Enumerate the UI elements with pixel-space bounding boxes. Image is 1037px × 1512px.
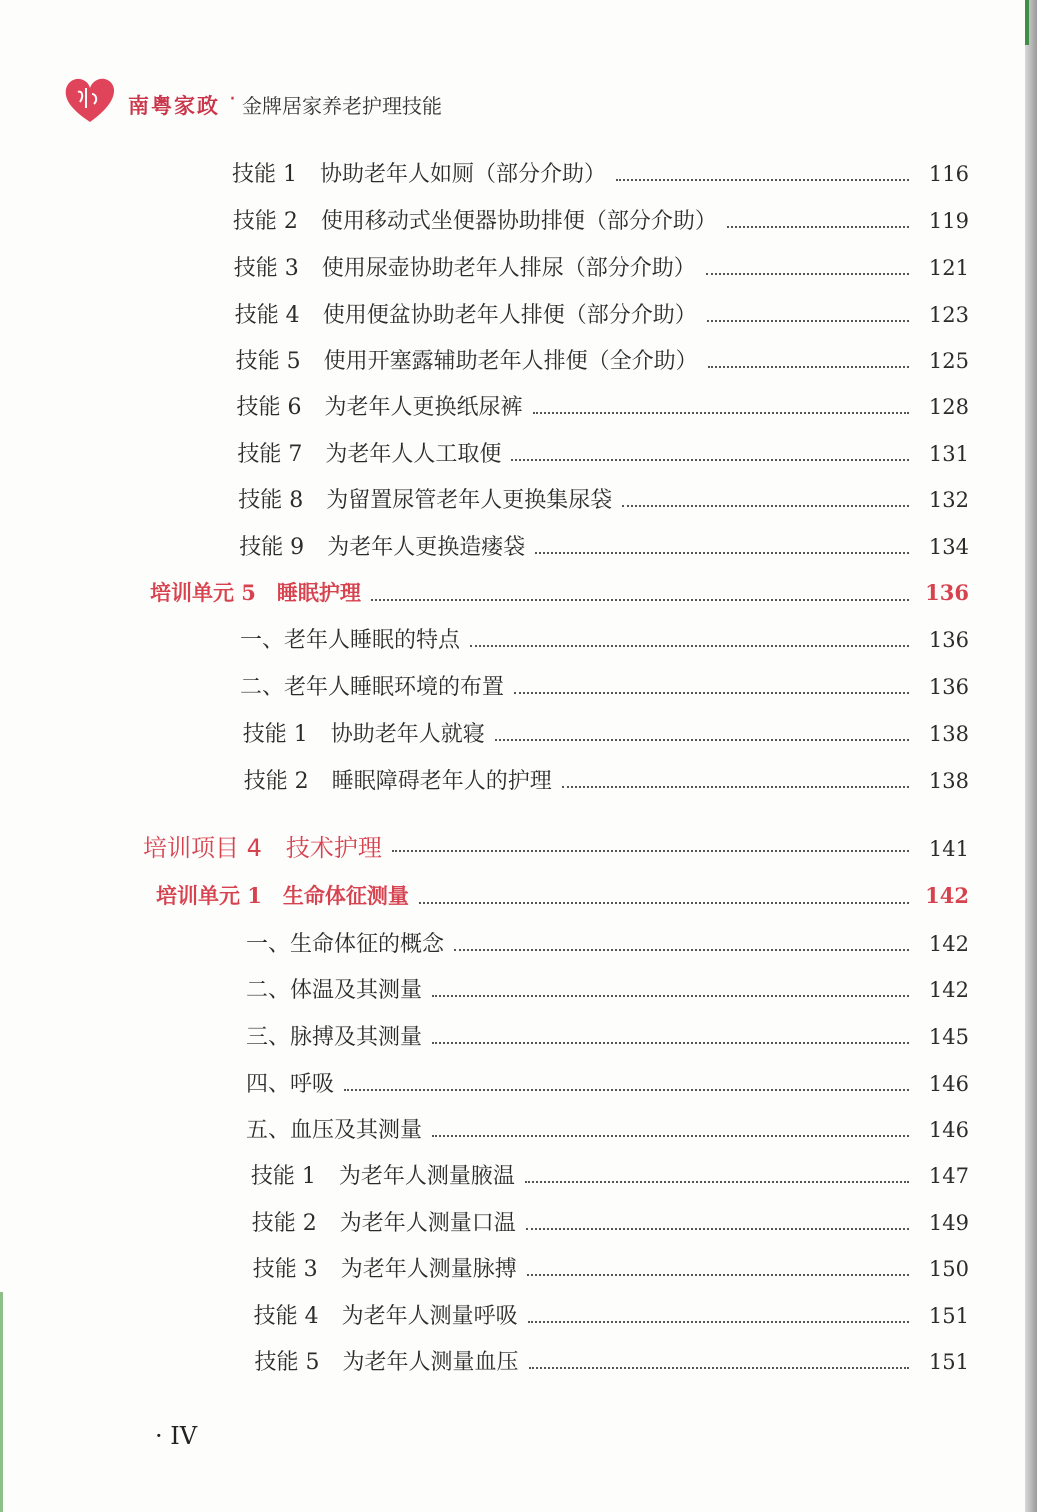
entry-page-number: 145 <box>928 1025 969 1049</box>
entry-lead <box>255 1345 519 1376</box>
entry-title: 为老年人测量腋温 <box>338 1164 515 1189</box>
entry-title: 为老年人测量呼吸 <box>341 1304 518 1329</box>
entry-page-number: 141 <box>928 837 969 861</box>
toc-entry-skill <box>254 1299 969 1329</box>
brand-name: 南粤家政 <box>128 94 220 118</box>
entry-title: 一、老年人睡眠的特点 <box>240 628 461 653</box>
entry-title: 三、脉搏及其测量 <box>246 1025 423 1050</box>
dot-leader <box>432 995 909 997</box>
green-edge-strip <box>0 1292 3 1512</box>
entry-page-number: 150 <box>928 1257 969 1281</box>
entry-title: 培训单元 5 睡眠护理 <box>150 580 361 605</box>
entry-page-number: 128 <box>928 395 969 419</box>
entry-lead <box>236 344 698 375</box>
page-number-folio: · IV <box>155 1422 198 1450</box>
entry-title: 一、生命体征的概念 <box>246 932 445 957</box>
skill-number: 技能 1 <box>232 162 297 187</box>
skill-number: 技能 1 <box>250 1164 316 1189</box>
entry-lead <box>237 437 501 468</box>
skill-number: 技能 5 <box>254 1350 320 1375</box>
toc-entry-unit <box>156 880 969 910</box>
entry-page-number: 134 <box>928 535 969 559</box>
dot-leader <box>562 786 909 788</box>
entry-page-number: 136 <box>928 628 969 652</box>
dot-leader <box>454 949 909 951</box>
entry-page-number: 142 <box>928 932 969 956</box>
entry-title: 使用移动式坐便器协助排便（部分介助） <box>320 209 717 234</box>
dot-leader <box>495 739 909 741</box>
entry-lead <box>244 764 552 795</box>
toc-entry-skill <box>243 717 969 747</box>
entry-title: 二、体温及其测量 <box>246 978 423 1003</box>
entry-lead <box>252 1206 516 1237</box>
entry-title: 协助老年人就寝 <box>330 722 485 747</box>
toc-entry-skill <box>232 157 969 187</box>
dot-leader <box>419 902 909 904</box>
entry-lead <box>232 157 606 188</box>
entry-page-number: 132 <box>928 488 969 512</box>
toc-entry-section <box>240 670 969 700</box>
entry-title: 为老年人测量血压 <box>342 1350 519 1375</box>
toc-entry-section <box>246 1020 969 1050</box>
skill-number: 技能 2 <box>251 1211 317 1236</box>
entry-title: 为老年人测量脉搏 <box>340 1257 517 1282</box>
dot-leader <box>392 850 909 852</box>
entry-page-number: 136 <box>925 580 969 605</box>
heart-logo-icon <box>62 72 118 128</box>
skill-number: 技能 3 <box>252 1257 318 1282</box>
entry-lead <box>243 717 485 748</box>
toc-entry-project <box>143 828 969 862</box>
entry-page-number: 123 <box>928 303 969 327</box>
skill-number: 技能 4 <box>234 303 300 328</box>
dot-leader <box>344 1089 909 1091</box>
entry-page-number: 138 <box>928 722 969 746</box>
dot-leader <box>707 320 909 322</box>
toc-entry-section <box>246 927 969 957</box>
dot-leader <box>514 692 909 694</box>
dot-leader <box>525 1181 909 1183</box>
entry-page-number: 142 <box>925 883 969 908</box>
green-tab-marker <box>1025 0 1029 45</box>
dot-leader <box>727 226 909 228</box>
toc-entry-unit <box>150 577 969 607</box>
entry-title: 使用尿壶协助老年人排尿（部分介助） <box>321 256 696 281</box>
dot-leader <box>706 273 909 275</box>
toc-entry-skill <box>233 204 969 234</box>
skill-number: 技能 3 <box>233 256 299 281</box>
skill-number: 技能 2 <box>243 769 309 794</box>
entry-page-number: 125 <box>928 349 969 373</box>
entry-page-number: 138 <box>928 769 969 793</box>
toc-entry-skill <box>244 764 969 794</box>
toc-entry-skill <box>237 390 970 420</box>
skill-number: 技能 7 <box>237 442 303 467</box>
entry-title: 五、血压及其测量 <box>246 1118 423 1143</box>
skill-number: 技能 5 <box>235 349 301 374</box>
dot-leader <box>528 1321 909 1323</box>
toc-entry-skill <box>253 1252 969 1282</box>
entry-page-number: 147 <box>928 1164 969 1188</box>
entry-page-number: 151 <box>928 1304 969 1328</box>
entry-lead <box>235 298 697 329</box>
entry-page-number: 142 <box>928 978 969 1002</box>
entry-title: 睡眠障碍老年人的护理 <box>331 769 552 794</box>
skill-number: 技能 2 <box>232 209 298 234</box>
entry-page-number: 146 <box>928 1118 969 1142</box>
entry-lead <box>254 1299 518 1330</box>
entry-title: 为老年人测量口温 <box>339 1211 516 1236</box>
page-edge-shadow <box>1025 0 1037 1512</box>
entry-title: 培训单元 1 生命体征测量 <box>156 883 409 908</box>
entry-lead <box>239 530 525 561</box>
book-title: 金牌居家养老护理技能 <box>242 94 442 118</box>
toc-entry-skill <box>234 251 969 281</box>
dot-leader <box>529 1367 909 1369</box>
dot-leader <box>432 1135 909 1137</box>
entry-title: 二、老年人睡眠环境的布置 <box>240 675 505 700</box>
entry-lead <box>234 251 696 282</box>
dot-leader <box>533 412 909 414</box>
dot-leader <box>371 599 909 601</box>
entry-lead <box>237 390 523 421</box>
entry-lead <box>253 1252 517 1283</box>
skill-number: 技能 4 <box>253 1304 319 1329</box>
entry-page-number: 131 <box>928 442 969 466</box>
entry-page-number: 151 <box>928 1350 969 1374</box>
toc-entry-skill <box>255 1345 970 1375</box>
dot-leader <box>535 552 909 554</box>
toc-entry-section <box>246 973 969 1003</box>
dot-leader <box>432 1042 909 1044</box>
entry-title: 使用开塞露辅助老年人排便（全介助） <box>323 349 698 374</box>
entry-title: 为老年人更换纸尿裤 <box>324 395 523 420</box>
entry-page-number: 149 <box>928 1211 969 1235</box>
dot-leader <box>708 366 909 368</box>
dot-leader <box>526 1228 909 1230</box>
dot-leader <box>622 505 909 507</box>
toc-entry-skill <box>239 530 969 560</box>
entry-page-number: 146 <box>928 1072 969 1096</box>
skill-number: 技能 1 <box>242 722 308 747</box>
skill-number: 技能 8 <box>238 488 304 513</box>
entry-page-number: 121 <box>928 256 969 280</box>
toc-entry-section <box>246 1113 969 1143</box>
dot-leader <box>470 645 909 647</box>
entry-title: 使用便盆协助老年人排便（部分介助） <box>322 303 697 328</box>
dot-leader <box>511 459 909 461</box>
dot-leader <box>616 179 909 181</box>
skill-number: 技能 6 <box>236 395 302 420</box>
entry-page-number: 116 <box>928 162 969 186</box>
entry-title: 为留置尿管老年人更换集尿袋 <box>326 488 613 513</box>
toc-entry-skill <box>236 344 969 374</box>
entry-lead <box>251 1159 515 1190</box>
entry-page-number: 119 <box>928 209 969 233</box>
entry-lead <box>238 483 612 514</box>
header-separator: · <box>229 87 236 112</box>
toc-entry-skill <box>252 1206 969 1236</box>
toc-entry-skill <box>237 437 969 467</box>
skill-number: 技能 9 <box>239 535 305 560</box>
entry-lead <box>233 204 717 235</box>
entry-page-number: 136 <box>928 675 969 699</box>
toc-entry-skill <box>251 1159 969 1189</box>
dot-leader <box>527 1274 909 1276</box>
toc-entry-section <box>246 1067 969 1097</box>
entry-title: 四、呼吸 <box>246 1072 335 1097</box>
toc-entry-skill <box>238 483 969 513</box>
toc-entry-section <box>240 623 969 653</box>
entry-title: 为老年人人工取便 <box>325 442 502 467</box>
entry-title: 为老年人更换造瘘袋 <box>327 535 526 560</box>
entry-title: 培训项目 4 技术护理 <box>143 834 382 862</box>
entry-title: 协助老年人如厕（部分介助） <box>320 162 607 187</box>
toc-entry-skill <box>235 298 969 328</box>
